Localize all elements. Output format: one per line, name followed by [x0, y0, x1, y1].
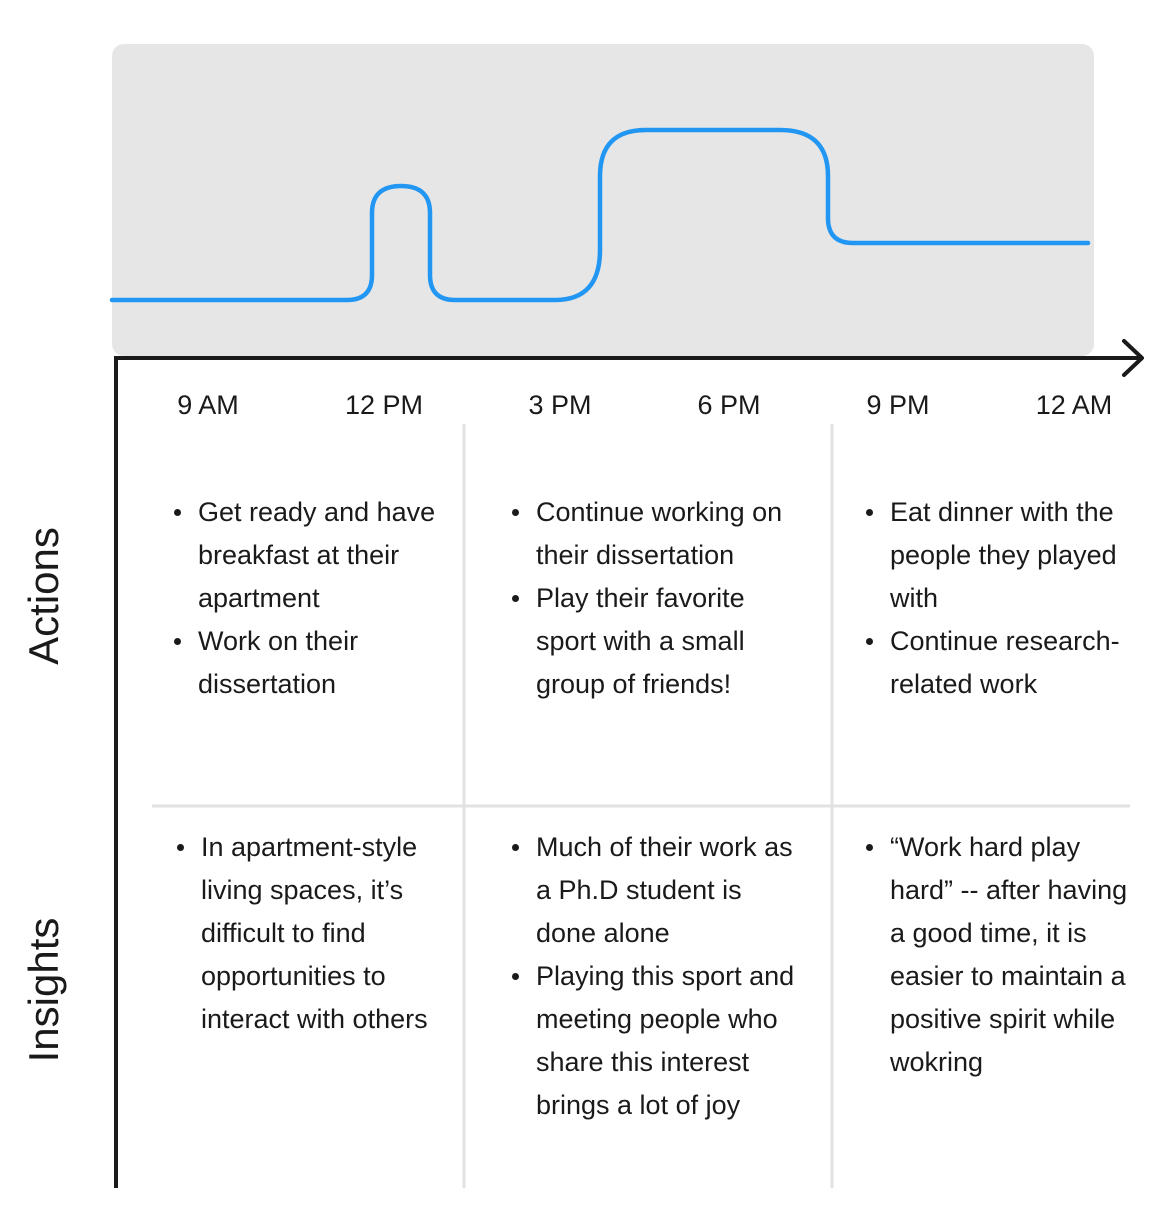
row-label-actions: Actions [20, 527, 67, 665]
insight-item: In apartment-style living spaces, it’s difficult to find opportunities to interact with others [173, 826, 433, 1041]
insights-cell-evening [862, 826, 1142, 1084]
actions-cell-afternoon [508, 491, 808, 706]
action-item: Continue research-related work [862, 620, 1127, 706]
actions-cell-evening [862, 491, 1127, 706]
insights-cell-afternoon [508, 826, 808, 1127]
row-label-insights: Insights [20, 917, 67, 1063]
insight-item: Much of their work as a Ph.D student is done alone [508, 826, 808, 955]
actions-list [508, 491, 808, 706]
time-label-3pm: 3 PM [528, 390, 592, 420]
insights-list [508, 826, 808, 1127]
time-label-9am: 9 AM [177, 390, 239, 420]
emotion-curve-panel [112, 44, 1094, 356]
time-label-12am: 12 AM [1035, 390, 1113, 420]
action-item: Eat dinner with the people they played with [862, 491, 1127, 620]
action-item: Play their favorite sport with a small group of friends! [508, 577, 808, 706]
action-item: Get ready and have breakfast at their apartment [170, 491, 440, 620]
actions-list [862, 491, 1127, 706]
actions-list [170, 491, 440, 706]
insights-list [862, 826, 1142, 1084]
action-item: Continue working on their dissertation [508, 491, 808, 577]
action-item: Work on their dissertation [170, 620, 440, 706]
insights-cell-morning [173, 826, 433, 1041]
actions-cell-morning [170, 491, 440, 706]
time-label-9pm: 9 PM [866, 390, 930, 420]
insight-item: Playing this sport and meeting people who share this interest brings a lot of joy [508, 955, 808, 1127]
insights-list [173, 826, 433, 1041]
insight-item: “Work hard play hard” -- after having a good time, it is easier to maintain a positive spirit while wokring [862, 826, 1142, 1084]
time-label-6pm: 6 PM [697, 390, 761, 420]
time-label-12pm: 12 PM [344, 390, 424, 420]
